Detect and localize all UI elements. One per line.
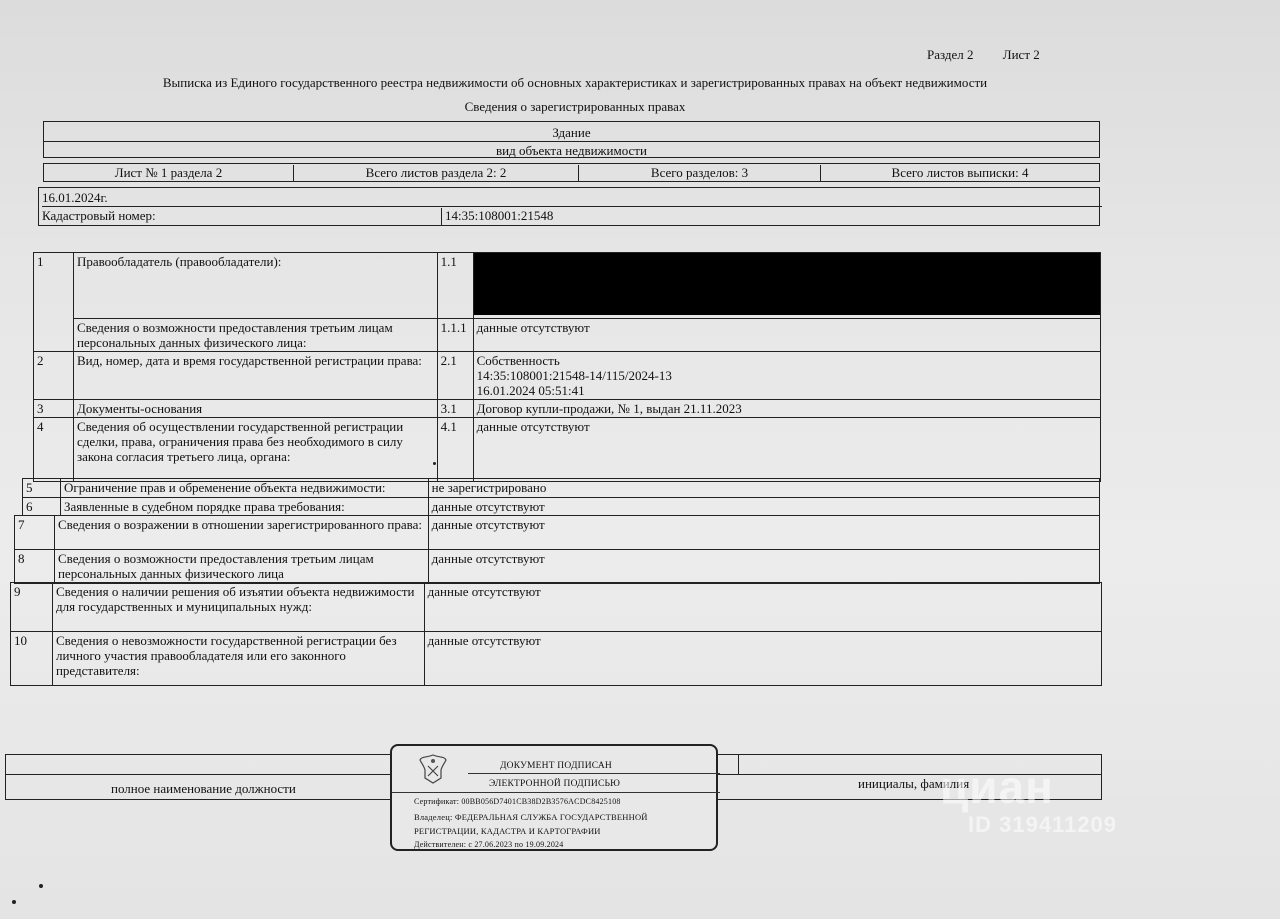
right-type: Собственность xyxy=(476,353,560,368)
electronic-signature-stamp xyxy=(390,744,718,851)
row-number: 9 xyxy=(11,583,53,632)
owner-line1: Владелец: ФЕДЕРАЛЬНАЯ СЛУЖБА ГОСУДАРСТВЕННОЙ xyxy=(414,812,648,822)
table-row xyxy=(34,352,1101,400)
sheets-row xyxy=(43,163,1100,182)
sheet-number: Лист 2 xyxy=(1002,47,1040,62)
table-row xyxy=(15,550,1100,584)
cadastral-box xyxy=(38,187,1100,226)
row-number: 3 xyxy=(34,400,74,418)
row-code: 3.1 xyxy=(437,400,473,418)
validity-period: Действителен: с 27.06.2023 по 19.09.2024 xyxy=(414,840,564,849)
row-value: данные отсутствуют xyxy=(428,498,1099,516)
section-number: Раздел 2 xyxy=(927,47,974,62)
page-header xyxy=(927,47,1066,63)
row-value: не зарегистрировано xyxy=(428,479,1099,498)
cadastral-label: Кадастровый номер: xyxy=(42,208,442,225)
row-code: 4.1 xyxy=(437,418,473,482)
rights-table xyxy=(33,252,1101,482)
document-title: Выписка из Единого государственного реестра недвижимости об основных характеристиках и зарегистрированных правах на объект недвижимости xyxy=(162,75,988,90)
cian-watermark: циан xyxy=(940,761,1054,813)
row-label: Вид, номер, дата и время государственной регистрации права: xyxy=(73,352,437,400)
table-row xyxy=(11,583,1102,632)
row-value: данные отсутствуют xyxy=(428,550,1099,584)
total-sections: Всего разделов: 3 xyxy=(579,165,821,181)
row-number: 1 xyxy=(34,253,74,352)
signed-line1: ДОКУМЕНТ ПОДПИСАН xyxy=(500,761,612,771)
row-code: 2.1 xyxy=(437,352,473,400)
row-label: Заявленные в судебном порядке права требования: xyxy=(60,498,428,516)
ink-dot xyxy=(39,884,43,888)
row-number: 7 xyxy=(15,516,55,550)
object-kind-label: вид объекта недвижимости xyxy=(496,143,647,158)
certificate-number: Сертификат: 00BB056D7401CB38D2B3576ACDC8425108 xyxy=(414,797,621,806)
row-value xyxy=(473,253,1100,319)
row-value: данные отсутствуют xyxy=(428,516,1099,550)
row-label: Сведения об осуществлении государственной регистрации сделки, права, ограничения права без необходимого в силу закона согласия третьего лица, органа: xyxy=(73,418,437,482)
row-label: Сведения о возможности предоставления третьим лицам персональных данных физического лица: xyxy=(73,319,437,352)
extract-date: 16.01.2024г. xyxy=(42,190,1102,207)
row-number: 6 xyxy=(23,498,61,516)
row-number: 4 xyxy=(34,418,74,482)
row-value: данные отсутствуют xyxy=(473,418,1100,482)
registration-number: 14:35:108001:21548-14/115/2024-13 xyxy=(476,368,672,383)
table-row xyxy=(11,632,1102,686)
stamp-divider-1 xyxy=(468,773,720,774)
row-number: 8 xyxy=(15,550,55,584)
rights-table-lower xyxy=(22,478,1100,516)
total-sheets-extract: Всего листов выписки: 4 xyxy=(891,165,1029,180)
row-label: Сведения о наличии решения об изъятии объекта недвижимости для государственных и муниципальных нужд: xyxy=(52,583,424,632)
stamp-divider-2 xyxy=(392,792,720,793)
table-row xyxy=(23,498,1100,516)
ink-dot xyxy=(433,462,436,465)
cian-id-watermark: ID 319411209 xyxy=(968,812,1118,837)
row-label: Ограничение прав и обременение объекта недвижимости: xyxy=(60,479,428,498)
rights-table-lower-3 xyxy=(10,582,1102,686)
rights-table-lower-2 xyxy=(14,515,1100,584)
row-label: Сведения о возможности предоставления третьим лицам персональных данных физического лица xyxy=(54,550,428,584)
row-value: данные отсутствуют xyxy=(424,632,1101,686)
emblem-icon xyxy=(416,752,450,786)
row-label: Правообладатель (правообладатели): xyxy=(73,253,437,319)
row-number: 10 xyxy=(11,632,53,686)
row-code: 1.1.1 xyxy=(437,319,473,352)
object-name: Здание xyxy=(44,125,1099,142)
row-code: 1.1 xyxy=(437,253,473,319)
ink-dot xyxy=(12,900,16,904)
signed-line2: ЭЛЕКТРОННОЙ ПОДПИСЬЮ xyxy=(489,779,621,789)
signature-col-divider xyxy=(738,755,739,774)
initials-label: инициалы, фамилия xyxy=(858,776,970,791)
table-row xyxy=(34,253,1101,319)
row-value: данные отсутствуют xyxy=(424,583,1101,632)
row-number: 2 xyxy=(34,352,74,400)
table-row xyxy=(15,516,1100,550)
object-kind-box xyxy=(43,121,1100,158)
owner-line2: РЕГИСТРАЦИИ, КАДАСТРА И КАРТОГРАФИИ xyxy=(414,826,601,836)
row-label: Сведения о невозможности государственной регистрации без личного участия правообладателя или его законного представителя: xyxy=(52,632,424,686)
document-subtitle: Сведения о зарегистрированных правах xyxy=(464,99,686,114)
row-value: Договор купли-продажи, № 1, выдан 21.11.2023 xyxy=(473,400,1100,418)
table-row xyxy=(34,400,1101,418)
cadastral-number: 14:35:108001:21548 xyxy=(445,208,554,223)
redacted-owner xyxy=(474,253,1100,315)
row-label: Сведения о возражении в отношении зарегистрированного права: xyxy=(54,516,428,550)
row-label: Документы-основания xyxy=(73,400,437,418)
table-row xyxy=(34,418,1101,482)
row-value: данные отсутствуют xyxy=(473,319,1100,352)
registration-date: 16.01.2024 05:51:41 xyxy=(476,383,585,398)
table-row xyxy=(34,319,1101,352)
total-sheets-section: Всего листов раздела 2: 2 xyxy=(294,165,579,181)
sheet-no: Лист № 1 раздела 2 xyxy=(44,165,294,181)
position-label: полное наименование должности xyxy=(111,781,296,796)
row-number: 5 xyxy=(23,479,61,498)
table-row xyxy=(23,479,1100,498)
row-value xyxy=(473,352,1100,400)
